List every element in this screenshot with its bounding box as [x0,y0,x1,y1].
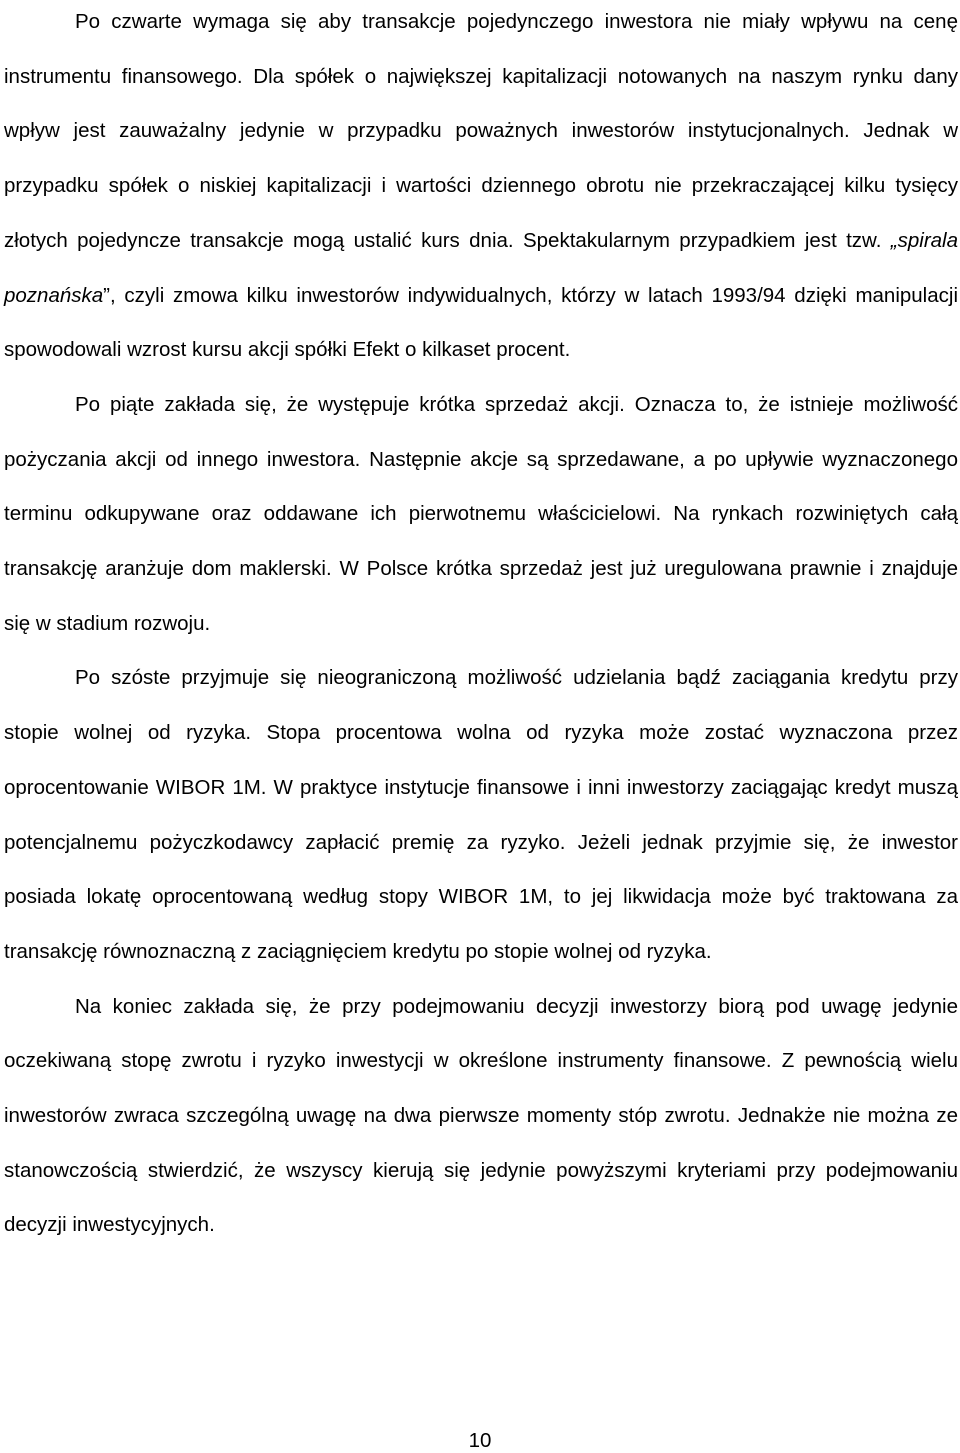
paragraph-2: Po piąte zakłada się, że występuje krótka sprzedaż akcji. Oznacza to, że istnieje możliwość pożyczania akcji od innego inwestora. Następnie akcje są sprzedawane, a po upływie wyznaczonego terminu odkupywane oraz oddawane ich pierwotnemu właścicielowi. Na rynkach rozwiniętych całą transakcję aranżuje dom maklerski. W Polsce krótka sprzedaż jest już uregulowana prawnie i znajduje się w stadium rozwoju. [4,392,958,635]
paragraph-1 [4,0,958,378]
paragraph-4: Na koniec zakłada się, że przy podejmowaniu decyzji inwestorzy biorą pod uwagę jedynie oczekiwaną stopę zwrotu i ryzyko inwestycji w określone instrumenty finansowe. Z pewnością wielu inwestorów zwraca szczególną uwagę na dwa pierwsze momenty stóp zwrotu. Jednakże nie można ze stanowczością stwierdzić, że wszyscy kierują się jedynie powyższymi kryteriami przy podejmowaniu decyzji inwestycyjnych. [4,994,958,1237]
emphasis-spirala-poznanska: „spirala poznańska [4,228,958,307]
paragraph-3: Po szóste przyjmuje się nieograniczoną możliwość udzielania bądź zaciągania kredytu przy stopie wolnej od ryzyka. Stopa procentowa wolna od ryzyka może zostać wyznaczona przez oprocentowanie WIBOR 1M. W praktyce instytucje finansowe i inni inwestorzy zaciągając kredyt muszą potencjalnemu pożyczkodawcy zapłacić premię za ryzyko. Jeżeli jednak przyjmie się, że inwestor posiada lokatę oprocentowaną według stopy WIBOR 1M, to jej likwidacja może być traktowana za transakcję równoznaczną z zaciągnięciem kredytu po stopie wolnej od ryzyka. [4,666,958,963]
page-number: 10 [468,1429,492,1452]
paragraph-1-text-start: Po czwarte wymaga się aby transakcje pojedynczego inwestora nie miały wpływu na cenę instrumentu finansowego. Dla spółek o największej kapitalizacji notowanych na naszym rynku dany wpływ jest zauważalny jedynie w przypadku poważnych inwestorów instytucjonalnych. Jednak w przypadku spółek o niskiej kapitalizacji i wartości dziennego obrotu nie przekraczającej kilku tysięcy złotych pojedyncze transakcje mogą ustalić kurs dnia. Spektakularnym przypadkiem jest tzw. [4,10,958,252]
body-text [4,0,958,1253]
paragraph-1-text-end: ”, czyli zmowa kilku inwestorów indywidualnych, którzy w latach 1993/94 dzięki manipulacji spowodowali wzrost kursu akcji spółki Efekt o kilkaset procent. [4,283,958,362]
